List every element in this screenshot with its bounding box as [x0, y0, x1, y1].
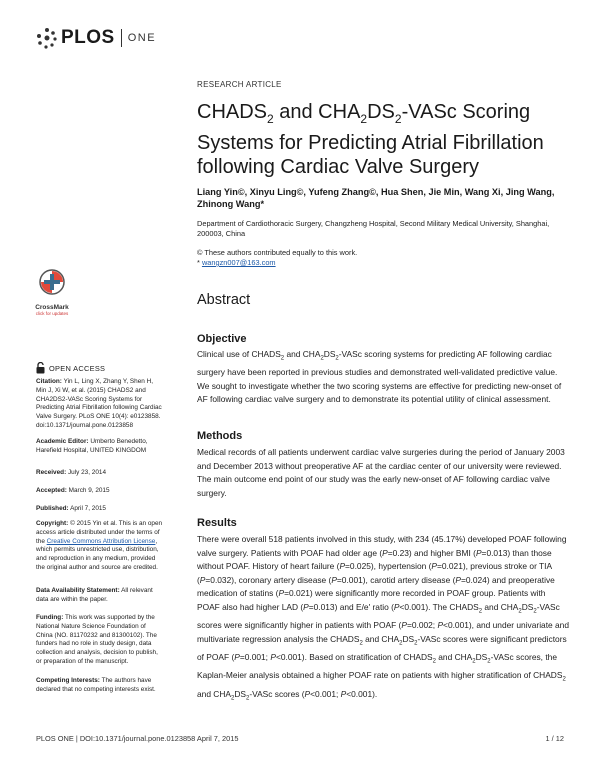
data-availability: Data Availability Statement: All relevant data are within the paper.: [36, 587, 153, 603]
license-link[interactable]: Creative Commons Attribution License: [46, 537, 156, 545]
journal-name: ONE: [127, 32, 157, 44]
crossmark-label: CrossMark: [35, 304, 69, 311]
page-number: 1 / 12: [545, 734, 564, 743]
results-text: There were overall 518 patients involved in this study, with 234 (45.17%) developed POAF following valve surgery. Patients with POAF had older age (P=0.23) and higher BMI (P=0.013) than those without POAF. History of heart failure (P=0.025), hypertension (P=0.021), previous stroke or TIA (P=0.032), coronary artery disease (P=0.001), carotid artery disease (P=0.024) and preoperative medication of statins (P=0.021) were significantly more recorded in POAF group. Patients with POAF also had higher LAD (P=0.013) and E/e' ratio (P<0.001). The $CHADS_2$ and $CHA_2DS_2$-VASc scores were significantly higher in patients with POAF (P=0.002; P<0.001), and under univariate and multivariate regression analysis the $CHADS_2$ and $CHA_2DS_2$-VASc scores were significant predictors of POAF (P=0.001; P<0.001). Based on stratification of $CHADS_2$ and $CHA_2DS_2$-VASc scores, the Kaplan-Meier analysis obtained a higher POAF rate on patients with higher stratification of $CHADS_2$ and $CHA_2DS_2$-VASc scores (P<0.001; P<0.001).: [197, 534, 569, 702]
footer-citation: PLOS ONE | DOI:10.1371/journal.pone.0123858 April 7, 2015: [36, 734, 239, 743]
page-footer: [36, 734, 564, 743]
competing-interests: Competing Interests: The authors have declared that no competing interests exist.: [36, 677, 156, 693]
author-notes: [197, 248, 577, 268]
methods-text: Medical records of all patients underwent cardiac valve surgeries during the period of January 2003 and December 2013 without preoperative AF at the cardiac center of our university were reviewed. The main outcome end point of our study was the early new-onset of AF following cardiac valve surgery.: [197, 447, 565, 498]
objective-text: Clinical use of $CHADS_2$ and $CHA_2DS_2$-VASc scoring systems for predicting AF following cardiac surgery have been reported in previous studies and demonstrated well-validated predictive value. We sought to investigate whether the two scoring systems are effective for predicting new-onset of AF following cardiac valve surgery and to demonstrate its potential utility of clinical assessment.: [197, 349, 562, 405]
article-type: RESEARCH ARTICLE: [197, 80, 282, 89]
abstract-heading: Abstract: [197, 292, 251, 308]
crossmark-badge[interactable]: [34, 268, 70, 316]
funding-block: Funding: This work was supported by the National Nature Science Foundation of China (NO. 81170232 and 81300102). The funders had no role in study design, data collection and analysis, decision to publish, or preparation of the manuscript.: [36, 614, 158, 665]
open-lock-icon: [36, 362, 45, 374]
article-title: $CHADS_2$ and $CHA_2DS_2$-VASc Scoring Systems for Predicting Atrial Fibrillation following Cardiac Valve Surgery: [197, 101, 544, 178]
crossmark-sub: click for updates: [35, 311, 69, 316]
author-list: Liang Yin©, Xinyu Ling©, Yufeng Zhang©, Hua Shen, Jie Min, Wang Xi, Jing Wang, Zhinong Wang*: [197, 187, 555, 209]
open-access-label: OPEN ACCESS: [49, 363, 106, 373]
published-date: Published: April 7, 2015: [36, 505, 106, 512]
copyright-block: Copyright: © 2015 Yin et al. This is an open access article distributed under the terms of the Creative Commons Attribution License, which permits unrestricted use, distribution, and reproduction in any medium, provided the original author and source are credited.: [36, 520, 163, 571]
equal-contribution-note: © These authors contributed equally to this work.: [197, 248, 358, 257]
crossmark-icon: [34, 268, 70, 302]
academic-editor: Academic Editor: Umberto Benedetto, Harefield Hospital, UNITED KINGDOM: [36, 438, 148, 454]
results-heading: Results: [197, 517, 237, 529]
brand-name: PLOS: [61, 27, 115, 48]
objective-heading: Objective: [197, 333, 247, 345]
citation-block: Citation: Yin L, Ling X, Zhang Y, Shen H, Min J, Xi W, et al. (2015) CHADS2 and CHA2DS2-VASc Scoring Systems for Predicting Atrial Fibrillation following Cardiac Valve Surgery. PLoS ONE 10(4): e0123858. doi:10.1371/journal.pone.0123858: [36, 378, 162, 429]
plos-dots-icon: [36, 27, 58, 49]
received-date: Received: July 23, 2014: [36, 469, 106, 476]
open-access-badge: [36, 362, 105, 374]
affiliation: Department of Cardiothoracic Surgery, Changzheng Hospital, Second Military Medical University, Shanghai, 200003, China: [197, 219, 550, 238]
email-link[interactable]: wangzn007@163.com: [201, 258, 276, 267]
corresponding-author: * wangzn007@163.com: [197, 258, 276, 267]
methods-heading: Methods: [197, 430, 243, 442]
accepted-date: Accepted: March 9, 2015: [36, 487, 110, 494]
plos-one-logo: [36, 26, 156, 50]
logo-divider: [121, 29, 122, 47]
